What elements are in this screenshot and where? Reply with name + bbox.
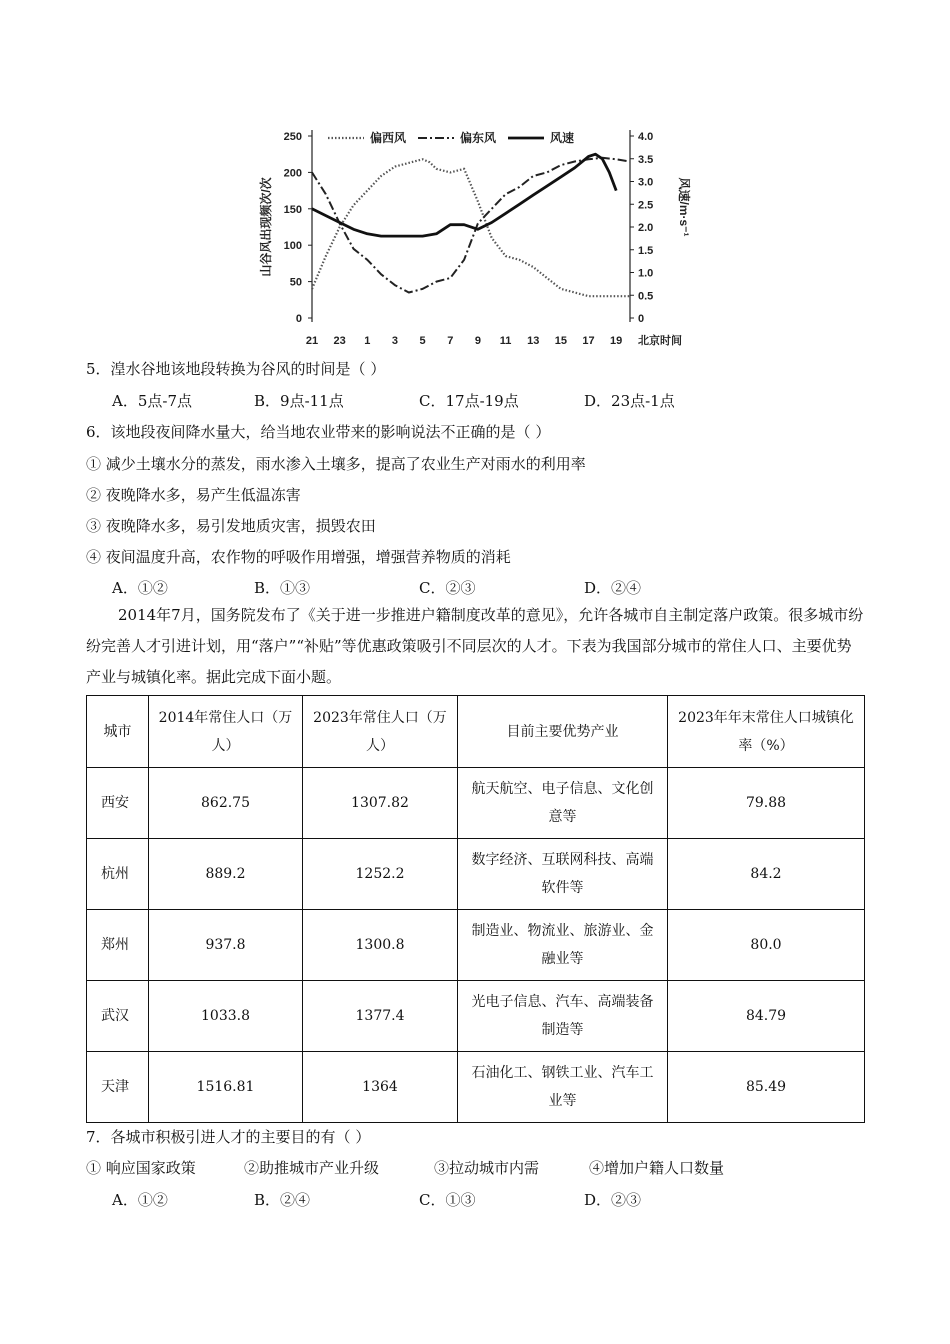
table-cell: 937.8	[149, 910, 303, 981]
x-tick-label: 5	[419, 335, 426, 347]
q7-option-d[interactable]: D．②③	[584, 1191, 642, 1209]
left-axis-label: 山谷风出现频次/次	[259, 177, 273, 277]
x-tick-label: 7	[447, 335, 454, 347]
q5-option-b[interactable]: B．9点-11点	[254, 392, 344, 410]
x-tick-label: 15	[554, 335, 567, 347]
q5-options	[112, 390, 675, 411]
q5-option-a[interactable]: A．5点-7点	[112, 392, 192, 410]
right-tick-label: 2.0	[638, 222, 654, 234]
x-tick-label: 21	[305, 335, 319, 347]
legend-label: 风速	[550, 131, 575, 145]
q7-items	[86, 1157, 724, 1178]
q6-options	[112, 577, 641, 598]
table-cell: 航天航空、电子信息、文化创意等	[458, 768, 668, 839]
left-tick-label: 0	[295, 313, 302, 325]
legend-label: 偏东风	[460, 131, 497, 145]
right-axis-label: 风速/m·s⁻¹	[677, 177, 691, 237]
table-header-cell: 2023年常住人口（万人）	[303, 696, 458, 768]
x-tick-label: 13	[527, 335, 540, 347]
q7-option-a[interactable]: A．①②	[112, 1191, 168, 1209]
right-tick-label: 1.0	[638, 267, 654, 280]
table-cell: 1516.81	[149, 1052, 303, 1123]
table-cell: 天津	[87, 1052, 149, 1123]
table-row	[87, 910, 865, 981]
passage	[86, 600, 866, 693]
q7-stem: 7．各城市积极引进人才的主要目的有（ ）	[86, 1128, 371, 1146]
q6-option-c[interactable]: C．②③	[419, 579, 476, 597]
passage-text: 2014年7月，国务院发布了《关于进一步推进户籍制度改革的意见》，允许各城市自主制定落户政策。很多城市纷纷完善人才引进计划，用“落户”“补贴”等优惠政策吸引不同层次的人才。下表为我国部分城市的常住人口、主要优势产业与城镇化率。据此完成下面小题。	[86, 606, 864, 686]
table-header-row	[87, 696, 865, 768]
left-tick-label: 250	[283, 131, 302, 143]
table-header-cell: 城市	[87, 696, 149, 768]
table-cell: 西安	[87, 768, 149, 839]
series-solid-line	[312, 154, 616, 236]
right-tick-label: 2.5	[638, 199, 654, 212]
series-dashdot-line	[312, 158, 630, 293]
q6-item-2: ② 夜晚降水多，易产生低温冻害	[86, 486, 301, 504]
q5-option-d[interactable]: D．23点-1点	[584, 392, 675, 410]
right-tick-label: 4.0	[638, 131, 654, 143]
x-tick-label: 11	[499, 335, 512, 347]
q6-option-d[interactable]: D．②④	[584, 579, 642, 597]
table-cell: 85.49	[668, 1052, 865, 1123]
q7-options	[112, 1189, 641, 1210]
q7-item-3: ③拉动城市内需	[434, 1159, 540, 1177]
table-row	[87, 768, 865, 839]
chart-ticks	[258, 131, 692, 347]
x-tick-label: 17	[582, 335, 595, 347]
q6-option-a[interactable]: A．①②	[112, 579, 168, 597]
table-cell: 84.79	[668, 981, 865, 1052]
x-tick-label: 19	[610, 335, 623, 347]
table-cell: 杭州	[87, 839, 149, 910]
table-cell: 石油化工、钢铁工业、汽车工业等	[458, 1052, 668, 1123]
q7-item-2: ②助推城市产业升级	[244, 1159, 380, 1177]
q6-item-3: ③ 夜晚降水多，易引发地质灾害，损毁农田	[86, 517, 376, 535]
table-header-cell: 目前主要优势产业	[458, 696, 668, 768]
table-cell: 郑州	[87, 910, 149, 981]
table-cell: 1307.82	[303, 768, 458, 839]
table-cell: 1300.8	[303, 910, 458, 981]
q5-option-c[interactable]: C．17点-19点	[419, 392, 519, 410]
right-tick-label: 0	[638, 313, 645, 325]
q7-item-4: ④增加户籍人口数量	[589, 1159, 725, 1177]
mountain-valley-wind-chart	[250, 118, 700, 353]
table-cell: 80.0	[668, 910, 865, 981]
left-tick-label: 200	[283, 167, 302, 180]
x-tick-label: 3	[391, 335, 399, 347]
table-cell: 1033.8	[149, 981, 303, 1052]
q6-option-b[interactable]: B．①③	[254, 579, 311, 597]
table-cell: 制造业、物流业、旅游业、金融业等	[458, 910, 668, 981]
x-tick-label: 1	[364, 335, 371, 347]
q7-option-b[interactable]: B．②④	[254, 1191, 311, 1209]
right-tick-label: 1.5	[638, 244, 654, 257]
city-data-table	[86, 695, 865, 1123]
left-tick-label: 150	[283, 203, 302, 216]
chart-legend	[328, 130, 574, 145]
table-cell: 1252.2	[303, 839, 458, 910]
q7-item-1: ① 响应国家政策	[86, 1159, 196, 1177]
q7-option-c[interactable]: C．①③	[419, 1191, 476, 1209]
right-tick-label: 3.0	[638, 176, 654, 189]
q6-item-4: ④ 夜间温度升高，农作物的呼吸作用增强，增强营养物质的消耗	[86, 548, 511, 566]
q6-item-1: ① 减少土壤水分的蒸发，雨水渗入土壤多，提高了农业生产对雨水的利用率	[86, 455, 586, 473]
table-row	[87, 1052, 865, 1123]
x-tick-label: 23	[333, 335, 346, 347]
right-tick-label: 0.5	[638, 290, 654, 303]
legend-label: 偏西风	[370, 131, 407, 145]
x-tick-label: 9	[474, 335, 481, 347]
table-cell: 数字经济、互联网科技、高端软件等	[458, 839, 668, 910]
table-cell: 862.75	[149, 768, 303, 839]
table-cell: 889.2	[149, 839, 303, 910]
left-tick-label: 100	[283, 240, 302, 253]
q6-stem: 6．该地段夜间降水量大，给当地农业带来的影响说法不正确的是（ ）	[86, 423, 551, 441]
q5-stem: 5．湟水谷地该地段转换为谷风的时间是（ ）	[86, 360, 386, 378]
table-row	[87, 839, 865, 910]
table-cell: 84.2	[668, 839, 865, 910]
table-header-cell: 2014年常住人口（万人）	[149, 696, 303, 768]
table-cell: 1377.4	[303, 981, 458, 1052]
chart-series	[312, 154, 630, 296]
table-header-cell: 2023年年末常住人口城镇化率（%）	[668, 696, 865, 768]
right-tick-label: 3.5	[638, 153, 654, 166]
table-cell: 光电子信息、汽车、高端装备制造等	[458, 981, 668, 1052]
table-cell: 79.88	[668, 768, 865, 839]
x-axis-label: 北京时间	[638, 335, 682, 347]
table-row	[87, 981, 865, 1052]
left-tick-label: 50	[289, 276, 302, 289]
table-cell: 武汉	[87, 981, 149, 1052]
table-cell: 1364	[303, 1052, 458, 1123]
